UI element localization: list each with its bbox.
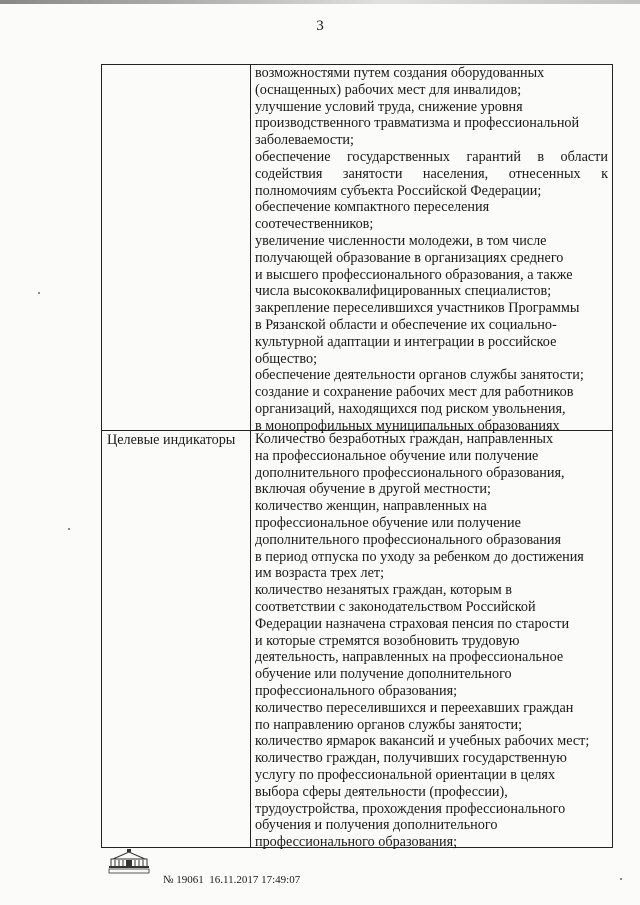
text-line: выбора сферы деятельности (профессии), <box>255 783 508 800</box>
text-line: культурной адаптации и интеграции в российское <box>255 333 557 350</box>
text-line: количество ярмарок вакансий и учебных рабочих мест; <box>255 733 590 750</box>
text-line: на профессиональное обучение или получение <box>255 447 539 464</box>
column-divider <box>250 65 251 847</box>
text-line: соотечественников; <box>255 216 374 233</box>
text-line: Количество безработных граждан, направленных <box>255 431 554 447</box>
registration-datetime: 16.11.2017 17:49:07 <box>209 874 301 886</box>
goals-text-cell <box>255 65 608 435</box>
text-line: им возраста трех лет; <box>255 565 385 582</box>
text-line: производственного травматизма и профессиональной <box>255 115 580 132</box>
text-line: организаций, находящихся под риском увольнения, <box>255 400 566 417</box>
scan-top-edge <box>0 0 640 4</box>
row-label-target-indicators: Целевые индикаторы <box>107 432 236 448</box>
text-line: деятельность, направленных на профессиональное <box>255 649 564 666</box>
program-passport-table <box>101 64 613 851</box>
text-line: количество граждан, получивших государственную <box>255 750 567 767</box>
text-line: количество переселившихся и переехавших граждан <box>255 699 574 716</box>
text-line: профессионального образования; <box>255 834 458 851</box>
text-line: закрепление переселившихся участников Программы <box>255 300 580 317</box>
text-line: обеспечение деятельности органов службы занятости; <box>255 367 584 384</box>
text-line: Федерации назначена страховая пенсия по старости <box>255 615 570 632</box>
text-line: общество; <box>255 350 318 367</box>
text-line: получающей образование в организациях среднего <box>255 249 564 266</box>
text-line: трудоустройства, прохождения профессионального <box>255 800 566 817</box>
text-line: и которые стремятся возобновить трудовую <box>255 632 520 649</box>
text-line: профессиональное обучение или получение <box>255 514 521 531</box>
text-line: обучение или получение дополнительного <box>255 666 512 683</box>
text-line: по направлению органов службы занятости; <box>255 716 523 733</box>
text-line: включая обучение в другой местности; <box>255 481 491 498</box>
text-line: обеспечение компактного переселения <box>255 199 490 216</box>
text-line: увеличение численности молодежи, в том числе <box>255 232 547 249</box>
registration-number: № 19061 <box>163 874 204 886</box>
text-line: в монопрофильных муниципальных образованиях <box>255 417 560 434</box>
text-line: профессионального образования; <box>255 682 458 699</box>
text-line: полномочиям субъекта Российской Федерации; <box>255 182 542 199</box>
text-line: (оснащенных) рабочих мест для инвалидов; <box>255 81 522 98</box>
text-line: создание и сохранение рабочих мест для работников <box>255 384 574 401</box>
text-line: в период отпуска по уходу за ребенком до достижения <box>255 548 584 565</box>
text-line: дополнительного профессионального образования <box>255 531 562 548</box>
text-line: количество женщин, направленных на <box>255 498 487 515</box>
text-line: числа высококвалифицированных специалистов; <box>255 283 552 300</box>
text-line: возможностями путем создания оборудованных <box>255 65 545 81</box>
registration-stamp <box>163 874 300 886</box>
text-line: дополнительного профессионального образования, <box>255 464 565 481</box>
text-line: улучшение условий труда, снижение уровня <box>255 98 523 115</box>
scan-speck <box>68 528 70 530</box>
text-line: обучения и получения дополнительного <box>255 817 498 834</box>
scan-speck <box>620 878 622 880</box>
page-number: 3 <box>316 18 324 34</box>
text-line: содействия занятости населения, отнесенных к <box>255 165 608 182</box>
target-indicators-text-cell <box>255 431 608 851</box>
text-line: в Рязанской области и обеспечение их социально- <box>255 316 557 333</box>
text-line: соответствии с законодательством Российской <box>255 598 536 615</box>
text-line: и высшего профессионального образования, а также <box>255 266 573 283</box>
text-line: количество незанятых граждан, которым в <box>255 582 512 599</box>
government-building-logo-icon <box>107 848 151 874</box>
scan-speck <box>38 292 40 294</box>
text-line: услугу по профессиональной ориентации в целях <box>255 766 556 783</box>
text-line: заболеваемости; <box>255 132 354 149</box>
text-line: обеспечение государственных гарантий в области <box>255 148 608 165</box>
